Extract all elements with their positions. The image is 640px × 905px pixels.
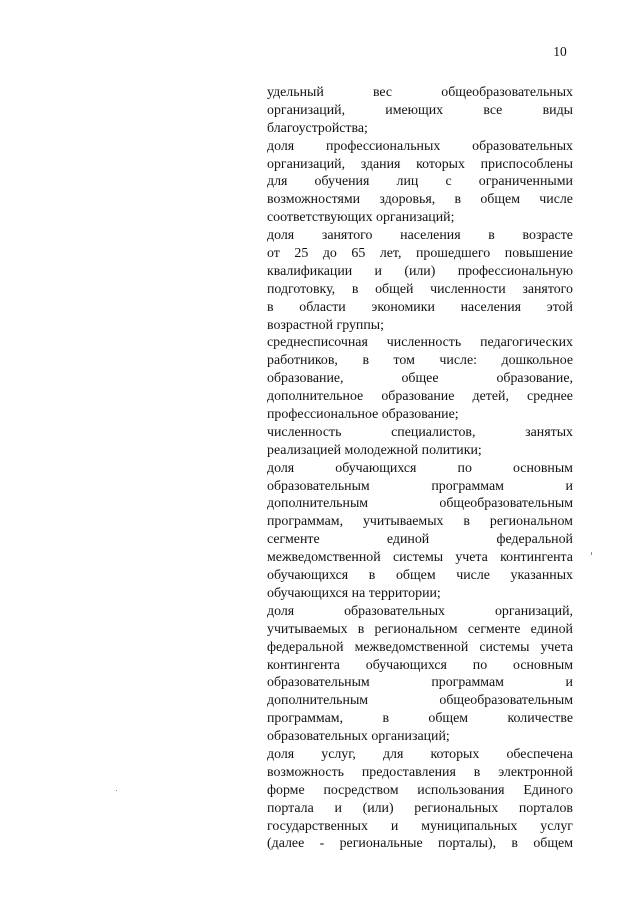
text-line: портала и (или) региональных порталов (267, 800, 573, 816)
text-line: реализацией молодежной политики; (267, 442, 482, 458)
text-line: форме посредством использования Единого (267, 782, 573, 798)
text-line: организаций, здания которых приспособлены (267, 156, 573, 172)
text-line: доля занятого населения в возрасте (267, 228, 573, 244)
scan-mark (116, 790, 117, 791)
text-line: для обучения лиц с ограниченными (267, 174, 573, 190)
text-line: программам, в общем количестве (267, 711, 573, 727)
text-line: обучающихся в общем числе указанных (267, 568, 573, 584)
text-line: подготовку, в общей численности занятого (267, 281, 573, 297)
text-line: доля профессиональных образовательных (267, 138, 573, 154)
text-line: возрастной группы; (267, 317, 384, 333)
text-line: образовательных организаций; (267, 729, 450, 745)
text-line: численность специалистов, занятых (267, 424, 573, 440)
text-line: образовательным программам и (267, 675, 573, 691)
text-line: удельный вес общеобразовательных (267, 85, 573, 100)
text-line: образовательным программам и (267, 478, 573, 494)
text-line: работников, в том числе: дошкольное (267, 353, 573, 369)
text-line: дополнительным общеобразовательным (267, 693, 573, 709)
text-line: благоустройства; (267, 120, 368, 136)
text-line: доля образовательных организаций, (267, 603, 573, 619)
text-line: соответствующих организаций; (267, 210, 455, 226)
text-line: в области экономики населения этой (267, 299, 573, 315)
text-line: профессиональное образование; (267, 407, 459, 423)
document-body (267, 84, 573, 853)
text-line: от 25 до 65 лет, прошедшего повышение (267, 246, 573, 262)
text-line: организаций, имеющих все виды (267, 102, 573, 118)
text-line: контингента обучающихся по основным (267, 657, 573, 673)
text-line: дополнительным общеобразовательным (267, 496, 573, 512)
text-line: доля обучающихся по основным (267, 460, 573, 476)
text-line: доля услуг, для которых обеспечена (267, 746, 573, 762)
page-number: 10 (553, 44, 567, 59)
text-line: программам, учитываемых в региональном (267, 514, 573, 530)
text-line: возможность предоставления в электронной (267, 764, 573, 780)
text-line: образование, общее образование, (267, 371, 573, 387)
text-line: обучающихся на территории; (267, 585, 441, 601)
text-line: федеральной межведомственной системы учета (267, 639, 573, 655)
text-line: (далее - региональные порталы), в общем (267, 836, 573, 852)
text-line: сегменте единой федеральной (267, 532, 573, 548)
text-line: учитываемых в региональном сегменте единой (267, 621, 573, 637)
scan-mark (591, 552, 592, 555)
text-line: межведомственной системы учета контингента (267, 550, 573, 566)
text-line: дополнительное образование детей, среднее (267, 389, 573, 405)
text-line: среднесписочная численность педагогических (267, 335, 573, 351)
text-line: государственных и муниципальных услуг (267, 818, 573, 834)
text-line: квалификации и (или) профессиональную (267, 263, 573, 279)
text-line: возможностями здоровья, в общем числе (267, 192, 573, 208)
